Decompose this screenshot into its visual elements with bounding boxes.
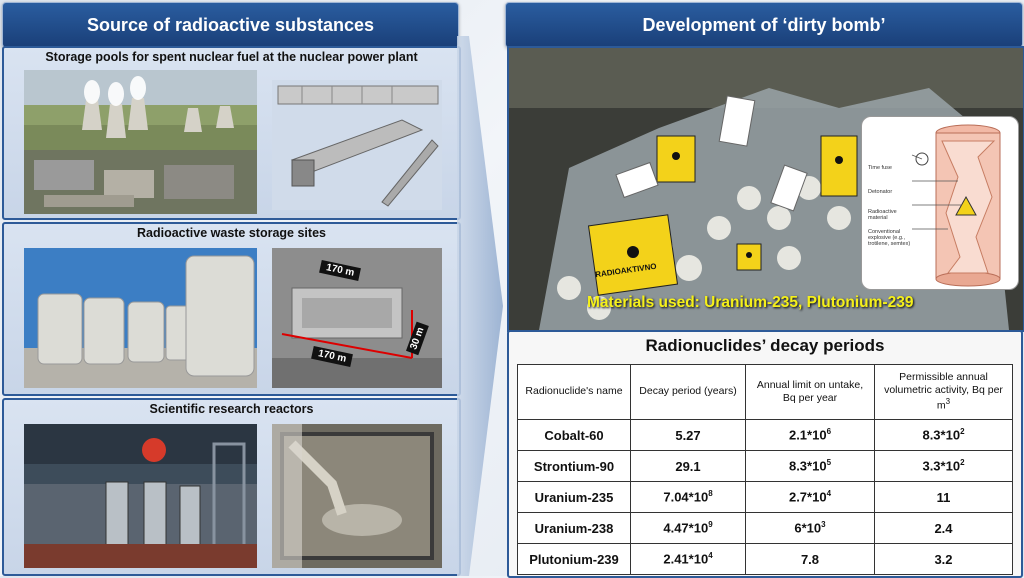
cell-limit — [746, 544, 875, 575]
header-activity-sup: 3 — [945, 397, 951, 407]
table-row — [518, 482, 1013, 513]
cell-name — [518, 544, 631, 575]
cell-activity — [875, 420, 1013, 451]
header-period: Decay period (years) — [631, 365, 746, 420]
nuclear-plant-photo — [24, 70, 257, 214]
aerial-site-photo — [272, 248, 442, 388]
decay-table — [517, 364, 1013, 575]
inset-label-detonator: Detonator — [868, 189, 893, 195]
cell-limit — [746, 451, 875, 482]
decay-periods-box — [507, 330, 1023, 578]
cell-period-exponent: 8 — [708, 489, 713, 499]
cell-name-value: Cobalt-60 — [544, 427, 604, 443]
cell-limit-exponent: 6 — [826, 427, 832, 437]
header-activity — [875, 365, 1013, 420]
cell-limit — [746, 513, 875, 544]
fuel-assembly-diagram — [272, 80, 442, 210]
header-activity-text: Permissible annual volumetric activity, Bq per m — [884, 371, 1003, 412]
cell-activity — [875, 451, 1013, 482]
cell-limit-value: 2.7*10 — [788, 489, 827, 505]
cell-period-exponent: 9 — [708, 520, 713, 530]
table-row — [518, 420, 1013, 451]
cell-activity-value: 11 — [936, 489, 951, 505]
cell-name-value: Uranium-235 — [534, 489, 614, 505]
cell-name — [518, 513, 631, 544]
cell-name-value: Strontium-90 — [533, 458, 615, 474]
cell-activity-value: 3.2 — [934, 551, 953, 567]
waste-storage-panel — [2, 222, 461, 396]
cell-limit-value: 6*10 — [794, 520, 822, 536]
cell-limit-exponent: 5 — [826, 458, 832, 468]
cell-activity — [875, 482, 1013, 513]
cell-period — [631, 544, 746, 575]
cell-activity-exponent: 2 — [960, 458, 965, 468]
aerial-label-bottom: 170 m — [311, 346, 353, 367]
left-section-header: Source of radioactive substances — [2, 2, 459, 48]
cell-name-value: Uranium-238 — [534, 520, 614, 536]
cell-period-value: 7.04*10 — [663, 489, 709, 505]
header-limit: Annual limit on untake, Bq per year — [746, 365, 875, 420]
cell-limit-value: 7.8 — [800, 551, 820, 567]
cell-name — [518, 451, 631, 482]
radiation-sign-label: RADIOAKTIVNO — [594, 261, 658, 280]
cell-period — [631, 513, 746, 544]
storage-pools-panel — [2, 46, 461, 220]
research-reactors-panel — [2, 398, 461, 576]
decay-periods-title: Radionuclides’ decay periods — [645, 336, 885, 355]
hot-cell-photo — [272, 424, 442, 568]
research-reactors-title: Scientific research reactors — [149, 402, 314, 416]
cell-name-value: Plutonium-239 — [529, 551, 619, 567]
cell-limit-exponent: 4 — [826, 489, 832, 499]
storage-pools-title: Storage pools for spent nuclear fuel at the nuclear power plant — [45, 50, 418, 64]
cell-activity-exponent: 2 — [960, 427, 965, 437]
header-name: Radionuclide's name — [518, 365, 631, 420]
waste-tanks-photo — [24, 248, 257, 388]
materials-caption: Materials used: Uranium-235, Plutonium-239 — [587, 294, 914, 311]
table-row — [518, 544, 1013, 575]
cell-period-value: 4.47*10 — [663, 520, 709, 536]
cell-activity-value: 3.3*10 — [922, 458, 961, 474]
cell-activity-value: 2.4 — [934, 520, 953, 536]
cell-period — [631, 482, 746, 513]
cell-period-value: 29.1 — [675, 458, 701, 474]
cell-period — [631, 420, 746, 451]
cell-period — [631, 451, 746, 482]
cell-limit-value: 2.1*10 — [788, 427, 827, 443]
inset-label-time-fuse: Time fuse — [868, 165, 892, 171]
waste-storage-title: Radioactive waste storage sites — [137, 226, 326, 240]
right-section-header: Development of ‘dirty bomb’ — [505, 2, 1023, 48]
dirty-bomb-photo — [507, 46, 1024, 332]
cell-name — [518, 420, 631, 451]
cell-name — [518, 482, 631, 513]
cell-activity — [875, 544, 1013, 575]
cell-period-value: 2.41*10 — [663, 551, 709, 567]
aerial-label-top: 170 m — [319, 260, 361, 281]
cell-limit-exponent: 3 — [821, 520, 826, 530]
flow-arrow — [457, 36, 505, 576]
inset-label-radioactive: Radioactive material — [868, 209, 897, 221]
cell-limit — [746, 420, 875, 451]
table-header-row — [518, 365, 1013, 420]
cell-limit — [746, 482, 875, 513]
reactor-hall-photo — [24, 424, 257, 568]
cell-period-exponent: 4 — [708, 551, 713, 561]
inset-label-explosive: Conventional explosive (e.g., trotilene, semtex) — [868, 229, 911, 247]
table-row — [518, 451, 1013, 482]
table-row — [518, 513, 1013, 544]
cell-activity — [875, 513, 1013, 544]
cell-limit-value: 8.3*10 — [788, 458, 827, 474]
cell-period-value: 5.27 — [675, 427, 701, 443]
aerial-label-side: 30 m — [406, 322, 429, 355]
dirty-bomb-inset-diagram — [861, 116, 1019, 290]
cell-activity-value: 8.3*10 — [922, 427, 961, 443]
